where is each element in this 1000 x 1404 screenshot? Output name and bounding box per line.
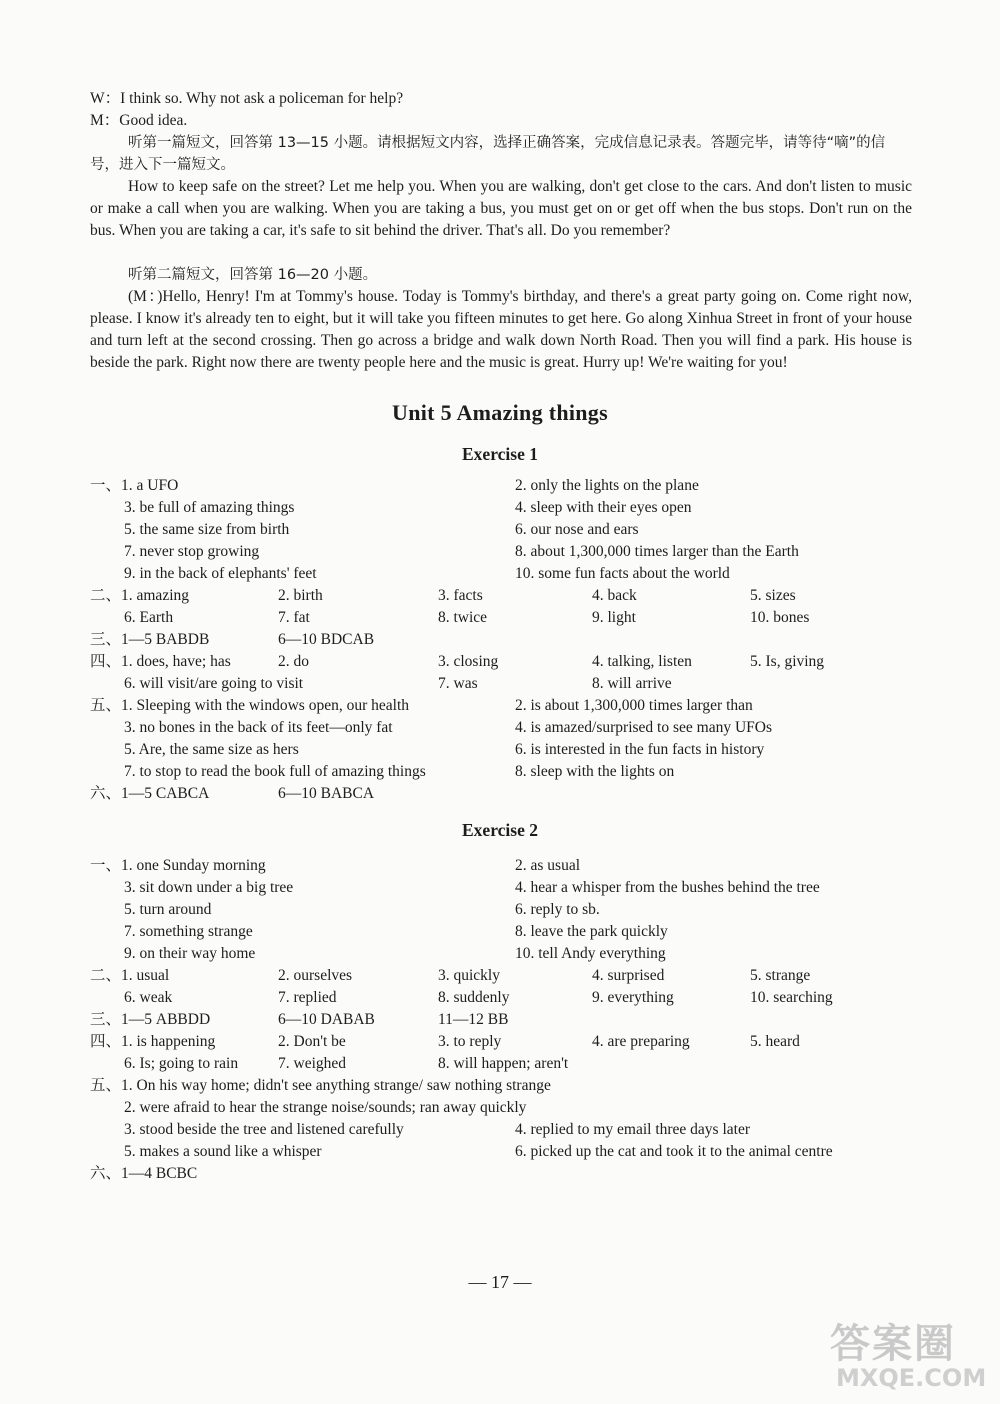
answer-cell: 5. strange <box>750 967 811 984</box>
answer-cell: 4. replied to my email three days later <box>515 1121 750 1138</box>
answer-cell: 2. do <box>278 653 309 670</box>
answer-cell: 6. reply to sb. <box>515 901 600 918</box>
answer-cell: 10. some fun facts about the world <box>515 565 730 582</box>
answer-cell: 6. our nose and ears <box>515 521 639 538</box>
answer-row <box>0 1097 1000 1119</box>
answer-cell: 5. makes a sound like a whisper <box>124 1143 322 1160</box>
answer-cell: 7. to stop to read the book full of amazing things <box>124 763 426 780</box>
answer-cell: 2. only the lights on the plane <box>515 477 699 494</box>
answer-cell: 一、1. one Sunday morning <box>90 857 266 874</box>
answer-cell: 3. stood beside the tree and listened carefully <box>124 1121 404 1138</box>
answer-cell: 2. birth <box>278 587 323 604</box>
answer-cell: 6. picked up the cat and took it to the animal centre <box>515 1143 833 1160</box>
site-watermark <box>830 1312 990 1394</box>
page-number: — 17 — <box>468 1272 532 1292</box>
answer-cell: 五、1. On his way home; didn't see anything strange/ saw nothing strange <box>90 1077 551 1094</box>
answer-cell: 10. searching <box>750 989 833 1006</box>
answer-cell: 6. is interested in the fun facts in history <box>515 741 765 758</box>
answer-row <box>0 475 1000 497</box>
answer-cell: 4. back <box>592 587 637 604</box>
answer-cell: 7. something strange <box>124 923 253 940</box>
answer-cell: 3. no bones in the back of its feet—only fat <box>124 719 393 736</box>
answer-cell: 4. hear a whisper from the bushes behind the tree <box>515 879 820 896</box>
answer-cell: 7. fat <box>278 609 310 626</box>
answer-cell: 10. tell Andy everything <box>515 945 666 962</box>
answer-row <box>0 1009 1000 1031</box>
passage-1: How to keep safe on the street? Let me help you. When you are walking, don't get close to the cars. And don't listen to music or make a call when you are walking. When you are taking a bus, you must get on or get off when the bus stops. Don't run on the bus. When you are taking a car, it's safe to sit behind the driver. That's all. Do you remember? <box>90 178 912 239</box>
answer-row <box>0 1141 1000 1163</box>
answer-row <box>0 1119 1000 1141</box>
dialogue-line-w: W：I think so. Why not ask a policeman for help? <box>90 90 404 107</box>
answer-cell: 6—10 DABAB <box>278 1011 375 1028</box>
passage-2: (M：)Hello, Henry! I'm at Tommy's house. Today is Tommy's birthday, and there's a great party going on. Come right now, please. I know it's already ten to eight, but it will take you fifteen minutes to get here. Go along Xinhua Street in front of your house and turn left at the second crossing. Then go across a bridge and walk down North Road. Then you will find a park. His house is beside the park. Right now there are twenty people here and the music is great. Hurry up! We're waiting for you! <box>90 288 912 371</box>
answer-cell: 一、1. a UFO <box>90 477 179 494</box>
answer-cell: 五、1. Sleeping with the windows open, our health <box>90 697 409 714</box>
answer-row <box>0 497 1000 519</box>
answer-row <box>0 1075 1000 1097</box>
answer-cell: 四、1. is happening <box>90 1033 216 1050</box>
answer-cell: 4. talking, listen <box>592 653 692 670</box>
answer-cell: 3. quickly <box>438 967 500 984</box>
answer-row <box>0 519 1000 541</box>
answer-cell: 6. Is; going to rain <box>124 1055 239 1072</box>
answer-cell: 二、1. amazing <box>90 587 190 604</box>
answer-cell: 6. Earth <box>124 609 174 626</box>
answer-cell: 4. sleep with their eyes open <box>515 499 692 516</box>
answer-cell: 5. heard <box>750 1033 800 1050</box>
answer-row <box>0 761 1000 783</box>
answer-cell: 10. bones <box>750 609 810 626</box>
answer-row <box>0 673 1000 695</box>
answer-cell: 8. sleep with the lights on <box>515 763 675 780</box>
answer-cell: 2. Don't be <box>278 1033 346 1050</box>
answer-cell: 6. weak <box>124 989 173 1006</box>
answer-row <box>0 943 1000 965</box>
answer-row <box>0 1031 1000 1053</box>
answer-row <box>0 585 1000 607</box>
watermark-site: MXQE.COM <box>836 1364 987 1392</box>
answer-cell: 4. is amazed/surprised to see many UFOs <box>515 719 772 736</box>
watermark-logo: 答案圈 <box>830 1321 956 1367</box>
answer-row <box>0 607 1000 629</box>
answer-row <box>0 987 1000 1009</box>
answer-cell: 9. everything <box>592 989 674 1006</box>
answer-row <box>0 541 1000 563</box>
answer-row <box>0 921 1000 943</box>
answer-row <box>0 563 1000 585</box>
answer-cell: 三、1—5 ABBDD <box>90 1011 211 1028</box>
answer-cell: 四、1. does, have; has <box>90 653 231 670</box>
answer-cell: 3. facts <box>438 587 483 604</box>
answer-cell: 7. weighed <box>278 1055 347 1072</box>
answer-cell: 六、1—4 BCBC <box>90 1165 198 1182</box>
answer-row <box>0 695 1000 717</box>
answer-cell: 3. closing <box>438 653 499 670</box>
answer-cell: 7. never stop growing <box>124 543 260 560</box>
answer-cell: 11—12 BB <box>438 1011 509 1028</box>
answer-cell: 7. replied <box>278 989 337 1006</box>
answer-cell: 8. will happen; aren't <box>438 1055 569 1072</box>
answer-cell: 8. twice <box>438 609 488 626</box>
exercise-2-title: Exercise 2 <box>462 820 538 840</box>
answer-cell: 9. in the back of elephants' feet <box>124 565 317 582</box>
answer-cell: 8. suddenly <box>438 989 510 1006</box>
answer-cell: 2. is about 1,300,000 times larger than <box>515 697 753 714</box>
answer-cell: 9. on their way home <box>124 945 256 962</box>
answer-cell: 5. the same size from birth <box>124 521 290 538</box>
answer-row <box>0 1053 1000 1075</box>
answer-row <box>0 899 1000 921</box>
answer-cell: 3. sit down under a big tree <box>124 879 294 896</box>
answer-cell: 2. ourselves <box>278 967 353 984</box>
answer-cell: 8. will arrive <box>592 675 672 692</box>
answer-row <box>0 965 1000 987</box>
answer-row <box>0 739 1000 761</box>
answer-cell: 7. was <box>438 675 478 692</box>
answer-cell: 8. leave the park quickly <box>515 923 668 940</box>
answer-cell: 8. about 1,300,000 times larger than the Earth <box>515 543 799 560</box>
answer-row <box>0 651 1000 673</box>
answer-row <box>0 783 1000 805</box>
listening-instruction-2: 听第二篇短文，回答第 16—20 小题。 <box>128 267 378 283</box>
answer-row <box>0 717 1000 739</box>
answer-cell: 4. are preparing <box>592 1033 690 1050</box>
answer-cell: 三、1—5 BABDB <box>90 631 210 648</box>
answer-cell: 5. sizes <box>750 587 796 604</box>
answer-cell: 2. were afraid to hear the strange noise/sounds; ran away quickly <box>124 1099 527 1116</box>
answer-row <box>0 877 1000 899</box>
answer-cell: 9. light <box>592 609 636 626</box>
answer-cell: 2. as usual <box>515 857 581 874</box>
answer-cell: 5. Are, the same size as hers <box>124 741 299 758</box>
answer-cell: 3. be full of amazing things <box>124 499 295 516</box>
dialogue-line-m: M：Good idea. <box>90 112 188 129</box>
answer-cell: 3. to reply <box>438 1033 502 1050</box>
listening-instruction-1: 听第一篇短文，回答第 13—15 小题。请根据短文内容，选择正确答案，完成信息记录表。答题完毕，请等待“嘀”的信号，进入下一篇短文。 <box>90 135 886 173</box>
answer-row <box>0 855 1000 877</box>
answer-cell: 二、1. usual <box>90 967 170 984</box>
answer-cell: 六、1—5 CABCA <box>90 785 210 802</box>
answer-row <box>0 629 1000 651</box>
answer-cell: 5. turn around <box>124 901 212 918</box>
answer-cell: 6. will visit/are going to visit <box>124 675 304 692</box>
unit-title: Unit 5 Amazing things <box>392 400 608 425</box>
answer-cell: 6—10 BDCAB <box>278 631 375 648</box>
answer-cell: 4. surprised <box>592 967 665 984</box>
answer-cell: 6—10 BABCA <box>278 785 375 802</box>
answer-cell: 5. Is, giving <box>750 653 825 670</box>
exercise-1-title: Exercise 1 <box>462 444 538 464</box>
answer-row <box>0 1163 1000 1185</box>
